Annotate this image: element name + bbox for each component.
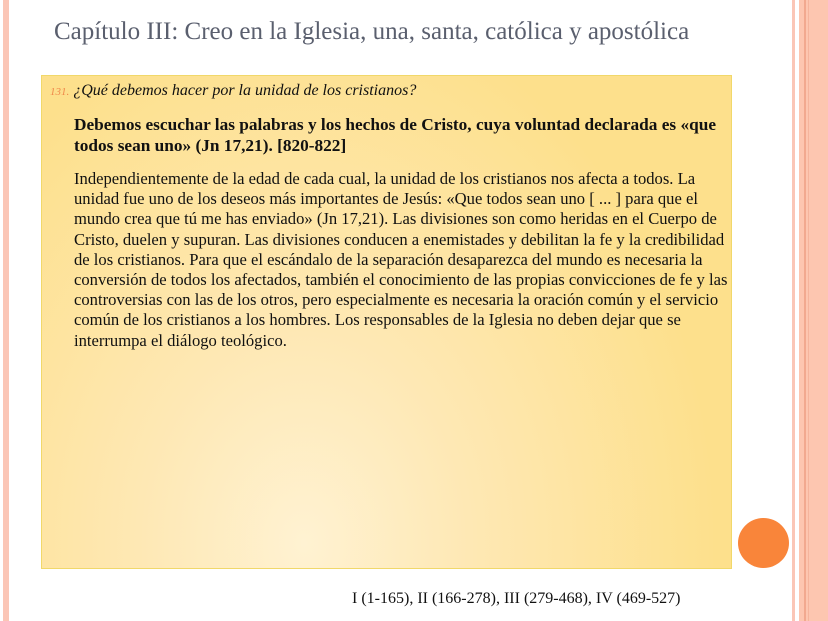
decorative-orange-circle (738, 518, 789, 568)
footer-section-ranges: I (1-165), II (166-278), III (279-468), IV (469-527) (352, 590, 681, 607)
question-line (50, 82, 416, 100)
left-decorative-stripe (3, 0, 9, 621)
answer-text: Debemos escuchar las palabras y los hechos de Cristo, cuya voluntad declarada es «que todos sean uno» (Jn 17,21). [820-822] (74, 115, 716, 155)
content-box (41, 75, 732, 569)
body-paragraph: Independientemente de la edad de cada cual, la unidad de los cristianos nos afecta a todos. La unidad fue uno de los deseos más importantes de Jesús: «Que todos sean uno [ ... ] para que el mundo crea que tú me has enviado» (Jn 17,21). Las divisiones son como heridas en el Cuerpo de Cristo, duelen y supuran. Las divisiones conducen a enemistades y debilitan la fe y la credibilidad de los cristianos. Para que el escándalo de la separación desaparezca del mundo es necesaria la conversión de todos los afectados, también el conocimiento de las propias convicciones de fe y las controversias con las de los otros, pero especialmente es necesaria la oración común y el servicio común de los cristianos a los hombres. Los responsables de la Iglesia no deben dejar que se interrumpa el diálogo teológico. (74, 169, 728, 350)
right-decorative-line (804, 0, 806, 621)
slide-title: Capítulo III: Creo en la Iglesia, una, santa, católica y apostólica (54, 18, 690, 45)
right-decorative-line (808, 0, 809, 621)
question-text: ¿Qué debemos hacer por la unidad de los cristianos? (73, 82, 417, 99)
question-number: 131. (50, 86, 70, 98)
right-decorative-stripe-thin (792, 0, 795, 621)
